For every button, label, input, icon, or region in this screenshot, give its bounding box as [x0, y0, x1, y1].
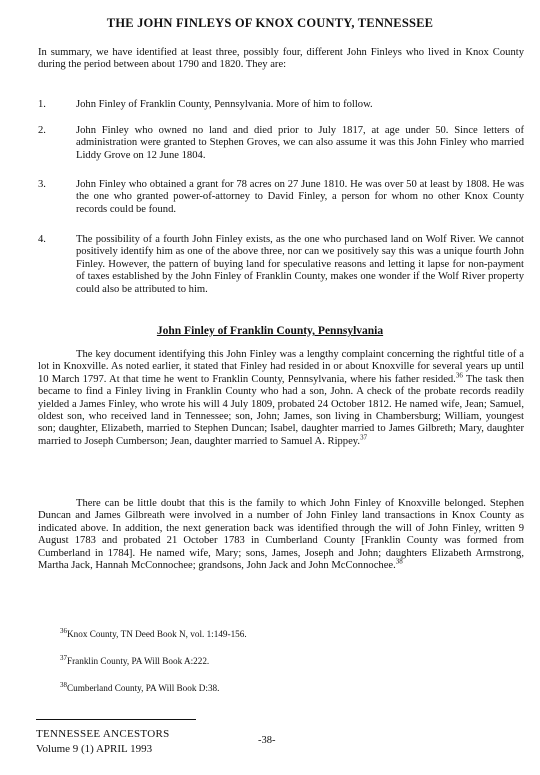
footnote-ref: 38 — [395, 557, 403, 566]
body-paragraph — [38, 349, 524, 448]
footnote-ref: 37 — [360, 433, 368, 442]
list-text: John Finley of Franklin County, Pennsylvania. More of him to follow. — [76, 99, 373, 110]
paragraph-text: The key document identifying this John Finley was a lengthy complaint concerning the rightful title of a lot in Knoxville. As noted earlier, it stated that Finley had resided in or about Knoxville for several years up until 10 March 1797. At that time he went to Franklin County, Pennsylvania, where his father resided. — [38, 349, 524, 385]
footer-issue: Volume 9 (1) APRIL 1993 — [36, 743, 153, 755]
footnote-number: 38 — [60, 680, 67, 689]
footnote-number: 37 — [60, 653, 67, 662]
footer-rule — [36, 719, 196, 720]
footnote — [60, 680, 220, 693]
page-number: -38- — [258, 735, 276, 746]
list-number: 4. — [38, 234, 46, 245]
list-text: John Finley who obtained a grant for 78 acres on 27 June 1810. He was over 50 at least by 1808. He was the one who granted power-of-attorney to David Finley, a person for whom no other Knox County records could be found. — [76, 179, 524, 215]
footnote-text: Knox County, TN Deed Book N, vol. 1:149-156. — [67, 629, 247, 639]
list-number: 3. — [38, 179, 46, 190]
paragraph-text: There can be little doubt that this is the family to which John Finley of Knoxville belonged. Stephen Duncan and James Gilbreath were involved in a number of John Finley land transactions in Knox County as indicated above. In addition, the next generation back was identified through the will of John Finley, written 9 August 1783 and probated 21 October 1783 in Cumberland County [Franklin County was formed from Cumberland in 1784]. He named wife, Mary; sons, James, Joseph and John; daughters Elizabeth Armstrong, Martha Jack, Hannah McConnochee; grandsons, John Jack and John McConnochee. — [38, 498, 524, 572]
footnote-ref: 36 — [455, 371, 463, 380]
body-paragraph — [38, 498, 524, 572]
footnote-number: 36 — [60, 626, 67, 635]
footnote — [60, 626, 247, 639]
list-text: The possibility of a fourth John Finley exists, as the one who purchased land on Wolf River. We cannot positively identify him as one of the above three, nor can we positively say this was a unique fourth John Finley. However, the pattern of buying land for speculative reasons and letting it lapse for non-payment of taxes established by the John Finley of Franklin County, makes one wonder if the Wolf River property could also be attributed to him. — [76, 234, 524, 295]
paragraph-text: The task then became to find a Finley living in Franklin County who had a son, John. A check of the probate records readily yielded a James Finley, who wrote his will 4 July 1809, probated 24 October 1812. He named wife, Jean; Samuel, oldest son, who received land in Tennessee; son, John; James, son living in Chambersburg; William, youngest son; daughter, Elizabeth, married to Stephen Duncan; Isabel, daughter married to James Gilbreth; Mary, daughter married to Joseph Cumberson; Jean, daughter married to Samuel A. Rippey. — [38, 373, 524, 447]
footnote-text: Franklin County, PA Will Book A:222. — [67, 656, 210, 666]
footnote-text: Cumberland County, PA Will Book D:38. — [67, 683, 220, 693]
list-text: John Finley who owned no land and died prior to July 1817, at age under 50. Since letters of administration were granted to Stephen Groves, we can also assume it was this John Finley who married Liddy Grove on 12 June 1804. — [76, 125, 524, 161]
list-number: 1. — [38, 99, 46, 110]
page-title: THE JOHN FINLEYS OF KNOX COUNTY, TENNESSEE — [106, 16, 434, 30]
footnote — [60, 653, 210, 666]
list-number: 2. — [38, 125, 46, 136]
footer-publication: TENNESSEE ANCESTORS — [36, 728, 170, 740]
section-heading: John Finley of Franklin County, Pennsylvania — [156, 325, 384, 337]
intro-paragraph: In summary, we have identified at least three, possibly four, different John Finleys who lived in Knox County during the period between about 1790 and 1820. They are: — [38, 47, 524, 71]
